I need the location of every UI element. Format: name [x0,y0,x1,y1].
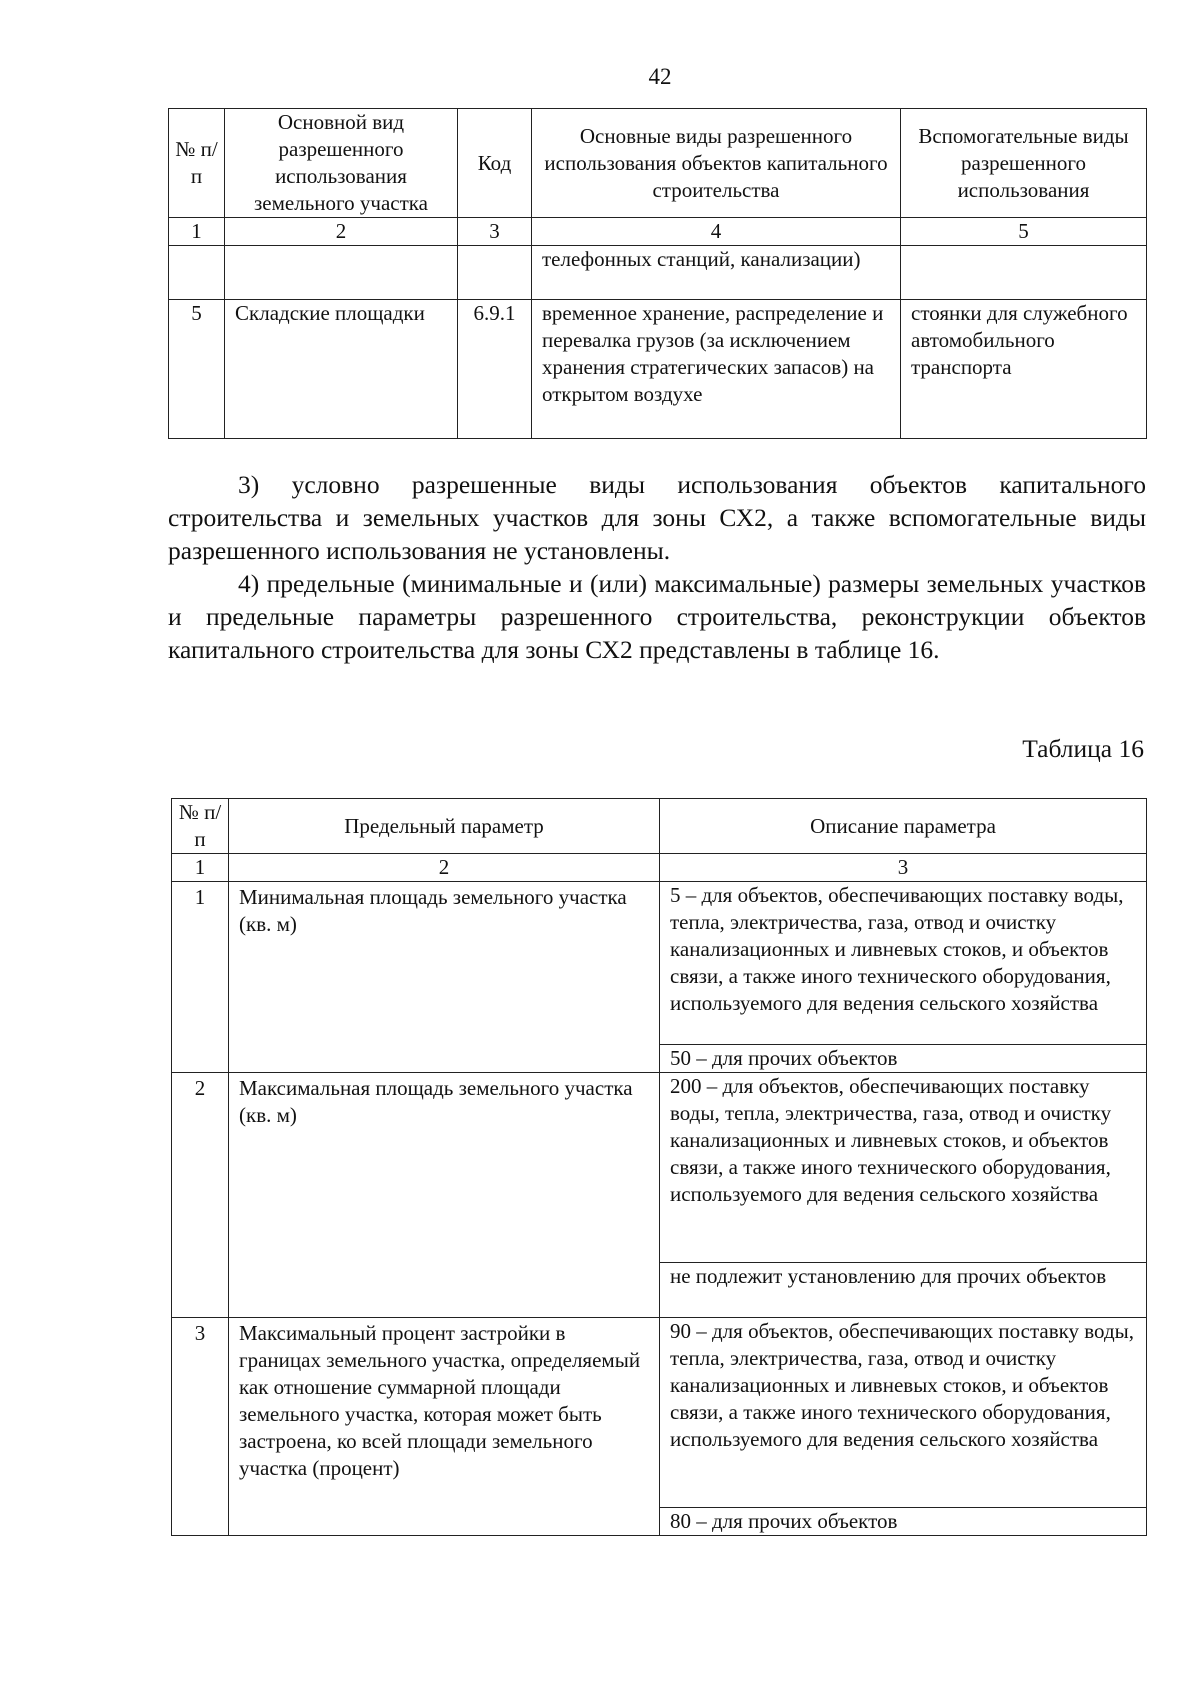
table-row [169,300,1147,439]
row-number [169,246,225,300]
row-aux-use: стоянки для служебного автомобильного транспорта [901,300,1147,439]
table-row [172,1073,1147,1263]
column-number: 2 [225,218,458,246]
column-number: 4 [532,218,901,246]
page-number: 42 [648,64,672,89]
row-parameter: Максимальная площадь земельного участка (кв. м) [229,1073,660,1318]
row-land-use [225,246,458,300]
table-row [172,882,1147,1045]
table-header-row [172,799,1147,854]
row-description: 5 – для объектов, обеспечивающих поставку воды, тепла, электричества, газа, отвод и очистку канализационных и ливневых стоков, и объектов связи, а также иного технического оборудования, используемого для ведения сельского хозяйства [660,882,1147,1045]
parameters-table [171,798,1147,1536]
column-number: 2 [229,854,660,882]
row-code: 6.9.1 [458,300,532,439]
row-description-other: не подлежит установлению для прочих объектов [660,1263,1147,1318]
row-code [458,246,532,300]
row-description: 200 – для объектов, обеспечивающих поставку воды, тепла, электричества, газа, отвод и очистку канализационных и ливневых стоков, и объектов связи, а также иного технического оборудования, используемого для ведения сельского хозяйства [660,1073,1147,1263]
column-number-row [172,854,1147,882]
table-row [169,246,1147,300]
column-number-row [169,218,1147,246]
paragraph-4-text: 4) предельные (минимальные и (или) максимальные) размеры земельных участков и предельные параметры разрешенного строительства, реконструкции объектов капитального строительства для зоны СХ2 представлены в таблице 16. [168,569,1146,664]
header-number: № п/п [172,799,229,854]
row-main-use: временное хранение, распределение и перевалка грузов (за исключением хранения стратегических запасов) на открытом воздухе [532,300,901,439]
table-caption: Таблица 16 [1022,734,1144,763]
row-description-other: 50 – для прочих объектов [660,1045,1147,1073]
row-main-use: телефонных станций, канализации) [532,246,901,300]
header-description: Описание параметра [660,799,1147,854]
table-header-row [169,109,1147,218]
row-number: 2 [172,1073,229,1318]
land-use-table [168,108,1147,439]
header-main-construction-use: Основные виды разрешенного использования объектов капитального строительства [532,109,901,218]
header-parameter: Предельный параметр [229,799,660,854]
row-parameter: Максимальный процент застройки в границах земельного участка, определяемый как отношение суммарной площади земельного участка, которая может быть застроена, ко всей площади земельного участка (процент) [229,1318,660,1536]
row-number: 1 [172,882,229,1073]
header-auxiliary-use: Вспомогательные виды разрешенного использования [901,109,1147,218]
row-description-other: 80 – для прочих объектов [660,1508,1147,1536]
row-aux-use [901,246,1147,300]
header-main-land-use: Основной вид разрешенного использования земельного участка [225,109,458,218]
column-number: 5 [901,218,1147,246]
column-number: 3 [660,854,1147,882]
paragraph-3 [168,468,1146,567]
header-code: Код [458,109,532,218]
row-number: 3 [172,1318,229,1536]
header-number: № п/п [169,109,225,218]
row-number: 5 [169,300,225,439]
row-description: 90 – для объектов, обеспечивающих поставку воды, тепла, электричества, газа, отвод и очистку канализационных и ливневых стоков, и объектов связи, а также иного технического оборудования, используемого для ведения сельского хозяйства [660,1318,1147,1508]
paragraph-3-text: 3) условно разрешенные виды использования объектов капитального строительства и земельных участков для зоны СХ2, а также вспомогательные виды разрешенного использования не установлены. [168,470,1146,565]
row-land-use: Складские площадки [225,300,458,439]
column-number: 1 [172,854,229,882]
column-number: 3 [458,218,532,246]
column-number: 1 [169,218,225,246]
paragraph-4 [168,567,1146,666]
table-row [172,1318,1147,1508]
row-parameter: Минимальная площадь земельного участка (кв. м) [229,882,660,1073]
